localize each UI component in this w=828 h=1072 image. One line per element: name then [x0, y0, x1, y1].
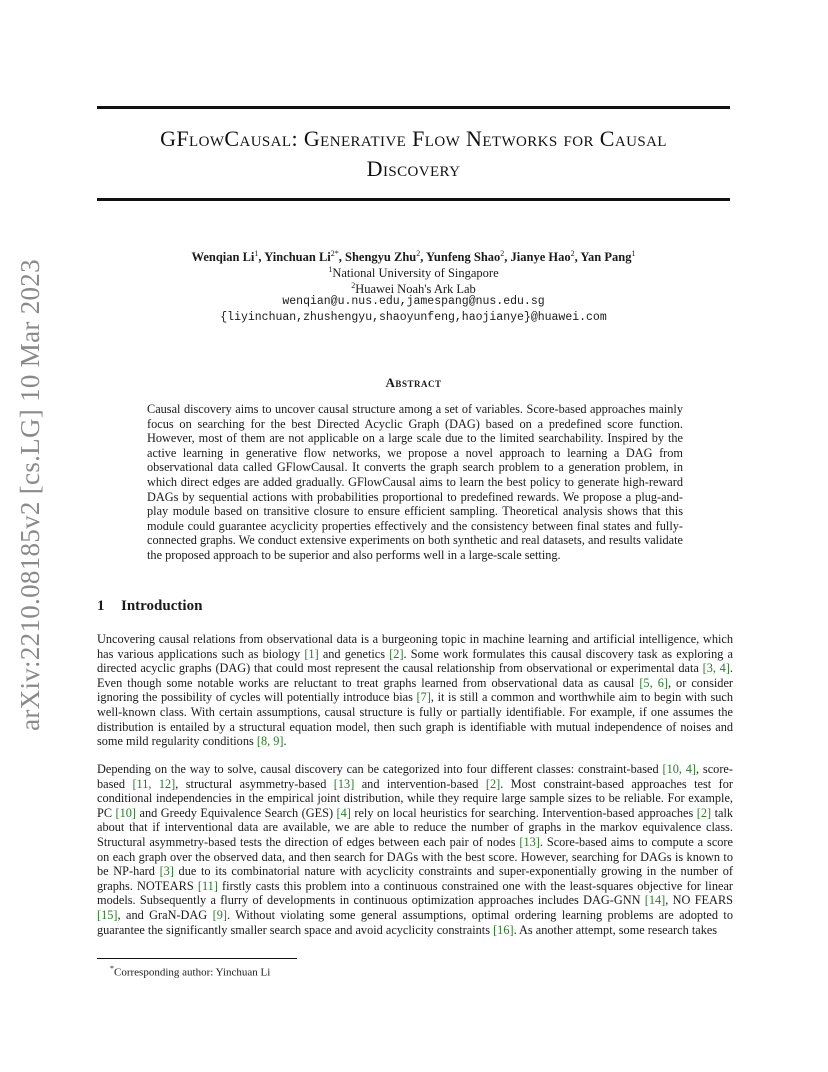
author-affiliation-mark: 2 — [570, 249, 575, 258]
intro-paragraph-2 — [97, 762, 733, 937]
paragraph-text: Depending on the way to solve, causal discovery can be categorized into four different classes: constraint-based — [97, 762, 663, 776]
author-name: Jianye Hao — [510, 250, 571, 265]
citation-link[interactable]: [10] — [115, 805, 137, 820]
citation-link[interactable]: [1] — [304, 646, 319, 661]
author-affiliation-mark: 1 — [631, 249, 636, 258]
citation-link[interactable]: [7] — [416, 690, 431, 705]
citation-link[interactable]: [5, 6] — [639, 675, 668, 690]
paragraph-text: rely on local heuristics for searching. Intervention-based approaches — [350, 805, 697, 820]
author-name: Wenqian Li — [191, 250, 255, 265]
email-line-2: {liyinchuan,zhushengyu,shaoyunfeng,haojianye}@huawei.com — [220, 311, 607, 324]
citation-link[interactable]: [2] — [389, 646, 404, 661]
citation-link[interactable]: [16] — [493, 922, 514, 937]
citation-link[interactable]: [13] — [519, 834, 540, 849]
citation-link[interactable]: [11, 12] — [132, 776, 176, 791]
author-name: Yan Pang — [580, 250, 632, 265]
paragraph-text: , it is still a common and worthwhile aim to begin with such well-known class. With certain assumptions, causal structure is fully or partially identifiable. For example, if one assumes the distribution is entailed by a structural equation model, then such graph is identifiable with mutual independence of noises and some mild regularity conditions — [97, 690, 733, 749]
paragraph-text: . Even though some notable works are reluctant to treat graphs learned from observational data as causal — [97, 661, 733, 690]
citation-link[interactable]: [10, 4] — [662, 762, 697, 776]
author-affiliation-mark: 2 — [416, 249, 421, 258]
paragraph-text: . As another attempt, some research takes — [513, 922, 718, 937]
author-name: Yunfeng Shao — [426, 250, 501, 265]
paragraph-text: , NO FEARS — [665, 893, 733, 908]
paragraph-text: firstly casts this problem into a continuous constrained one with the least-squares objective for linear models. Subsequently a flurry of developments in continuous optimization approaches includes DAG-GNN — [97, 878, 733, 908]
affiliation-1-name: National University of Singapore — [332, 266, 499, 281]
affiliation-2-mark: 2 — [351, 281, 356, 290]
arxiv-identifier: arXiv:2210.08185v2 [cs.LG] 10 Mar 2023 — [15, 259, 45, 731]
arxiv-sidebar — [10, 245, 50, 745]
citation-link[interactable]: [3] — [159, 864, 174, 879]
paragraph-text: and intervention-based — [354, 776, 486, 791]
title-rule-top — [97, 106, 730, 109]
abstract-heading: Abstract — [385, 375, 442, 390]
author-list: Wenqian Li$^1$, Yinchuan $Li^{2*}$, Shengyu Zhu$^2$, Yunfeng Shao$^2$, Jianye Hao$^2$, Yan Pang$^1$ — [191, 249, 636, 265]
paragraph-text: , and GraN-DAG — [117, 907, 213, 922]
paragraph-text: Uncovering causal relations from observational data is a burgeoning topic in machine learning and artificial intelligence, which has various applications such as biology — [97, 632, 733, 661]
paragraph-text: . Some work formulates this causal discovery task as exploring a directed acyclic graphs (DAG) that could most represent the causal relationship from observational or experimental data — [97, 646, 733, 676]
paragraph-text: , score-based — [97, 762, 733, 791]
affiliation-2-name: Huawei Noah's Ark Lab — [355, 282, 476, 297]
citation-link[interactable]: [8, 9] — [256, 734, 284, 749]
footnote — [110, 962, 270, 980]
citation-link[interactable]: [9] — [212, 907, 227, 922]
paragraph-text: and Greedy Equivalence Search (GES) — [136, 805, 337, 820]
paragraph-text: . Score-based aims to compute a score on each graph over the observed data, and then search for DAGs with the best score. However, searching for DAGs is known to be NP-hard — [97, 834, 733, 879]
abstract-text: Causal discovery aims to uncover causal structure among a set of variables. Score-based approaches mainly focus on searching for the best Directed Acyclic Graph (DAG) based on a predefined score function. However, most of them are not applicable on a large scale due to the limited searchability. Inspired by the active learning in generative flow networks, we propose a novel approach to learning a DAG from observational data called GFlowCausal. It converts the graph search problem to a generation problem, in which direct edges are added gradually. GFlowCausal aims to learn the best policy to generate high-reward DAGs by sequential actions with probabilities proportional to predefined rewards. We propose a plug-and-play module based on transitive closure to ensure efficient sampling. Theoretical analysis shows that this module could guarantee acyclicity properties effectively and the consistency between final states and fully-connected graphs. We conduct extensive experiments on both synthetic and real datasets, and results validate the proposed approach to be superior and also performs well in a large-scale setting. — [147, 402, 683, 562]
citation-link[interactable]: [4] — [336, 805, 351, 820]
email-line-1: wenqian@u.nus.edu,jamespang@nus.edu.sg — [282, 295, 545, 308]
paragraph-text: , structural asymmetry-based — [175, 776, 334, 791]
footnote-rule — [97, 958, 297, 959]
paragraph-text: talk about that if interventional data are available, we are able to reduce the number of graphs in the markov equivalence class. Structural asymmetry-based tests the direction of edges between each pair of nodes — [97, 805, 734, 849]
citation-link[interactable]: [2] — [696, 805, 712, 820]
title-line-2: Discovery — [366, 156, 461, 181]
citation-link[interactable]: [15] — [97, 907, 118, 922]
citation-link[interactable]: [11] — [197, 878, 218, 893]
section-heading-introduction — [97, 598, 730, 615]
paper-title — [97, 124, 730, 184]
author-name: Yinchuan Li — [264, 250, 331, 265]
citation-link[interactable]: [3, 4] — [702, 661, 730, 676]
paragraph-text: , or consider ignoring the possibility of cycles will potentially introduce bias — [97, 675, 733, 705]
footnote-text: Corresponding author: Yinchuan Li — [114, 966, 271, 979]
citation-link[interactable]: [2] — [485, 776, 501, 791]
paragraph-text: due to its combinatorial nature with acyclicity constraints and super-exponentially growing in the number of graphs. NOTEARS — [97, 864, 733, 893]
paragraph-text: . Without violating some general assumptions, optimal ordering learning problems are adopted to guarantee the significantly smaller search space and avoid acyclicity constraints — [97, 907, 733, 937]
title-rule-bottom — [97, 198, 730, 201]
title-line-1: GFlowCausal: Generative Flow Networks for Causal — [160, 126, 667, 151]
section-title: Introduction — [121, 598, 203, 614]
citation-link[interactable]: [14] — [644, 893, 666, 908]
author-affiliation-mark: 1 — [254, 249, 259, 258]
author-name: Shengyu Zhu — [345, 250, 417, 265]
paragraph-text: and genetics — [318, 646, 390, 661]
intro-paragraph-1 — [97, 632, 733, 749]
author-affiliation-mark: 2 — [500, 249, 505, 258]
citation-link[interactable]: [13] — [333, 776, 355, 791]
footnote-mark: * — [110, 964, 114, 973]
author-affiliation-mark: 2* — [330, 249, 339, 258]
section-number: 1 — [97, 598, 105, 614]
affiliation-1-mark: 1 — [328, 265, 333, 274]
paragraph-text: . — [283, 734, 287, 749]
paragraph-text: . Most constraint-based approaches test for conditional independencies in the empirical joint distribution, while they require large sample sizes to be reliable. For example, PC — [97, 776, 733, 820]
